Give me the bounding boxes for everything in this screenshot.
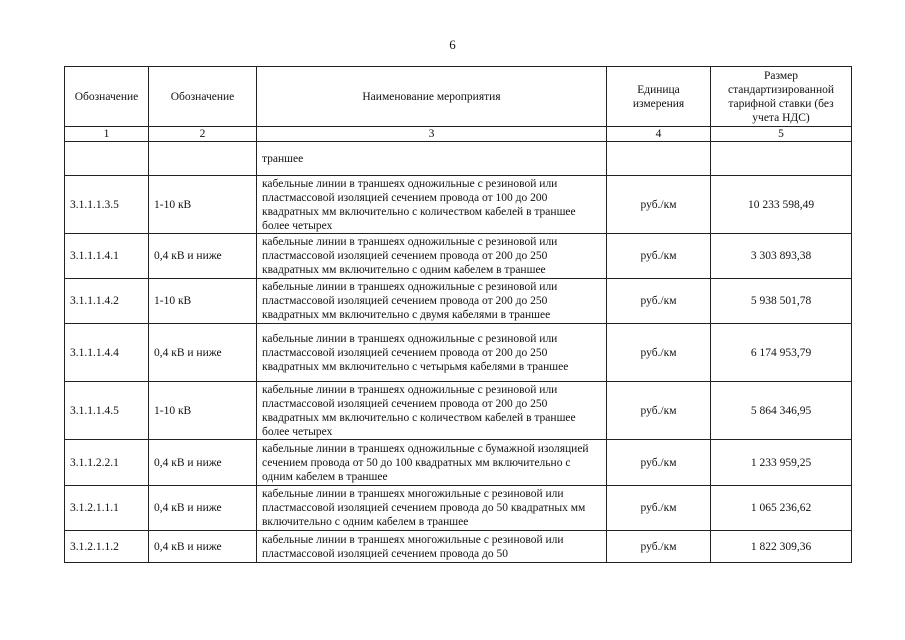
row-voltage: 0,4 кВ и ниже bbox=[149, 440, 257, 486]
row-rate: 6 174 953,79 bbox=[711, 324, 852, 382]
row-code: 3.1.1.1.4.2 bbox=[65, 279, 149, 324]
row-voltage: 1-10 кВ bbox=[149, 176, 257, 234]
row-unit: руб./км bbox=[607, 234, 711, 279]
header-activity-name: Наименование мероприятия bbox=[257, 67, 607, 127]
row-activity-name: кабельные линии в траншеях одножильные с резиновой или пластмассовой изоляцией сечением провода от 200 до 250 квадратных мм включительно с одним кабелем в траншее bbox=[257, 234, 607, 279]
row-unit: руб./км bbox=[607, 531, 711, 563]
column-number: 5 bbox=[711, 127, 852, 142]
table-row bbox=[65, 324, 852, 382]
column-number: 3 bbox=[257, 127, 607, 142]
table-row bbox=[65, 176, 852, 234]
column-number-row bbox=[65, 127, 852, 142]
column-number: 1 bbox=[65, 127, 149, 142]
row-voltage: 0,4 кВ и ниже bbox=[149, 486, 257, 531]
row-voltage: 0,4 кВ и ниже bbox=[149, 234, 257, 279]
row-code: 3.1.2.1.1.1 bbox=[65, 486, 149, 531]
row-code: 3.1.1.1.3.5 bbox=[65, 176, 149, 234]
table-row bbox=[65, 279, 852, 324]
row-activity-name: кабельные линии в траншеях одножильные с резиновой или пластмассовой изоляцией сечением провода от 200 до 250 квадратных мм включительно с двумя кабелями в траншее bbox=[257, 279, 607, 324]
row-rate: 1 822 309,36 bbox=[711, 531, 852, 563]
row-activity-name: кабельные линии в траншеях многожильные с резиновой или пластмассовой изоляцией сечением провода до 50 квадратных мм включительно с одним кабелем в траншее bbox=[257, 486, 607, 531]
tariff-table bbox=[64, 66, 852, 563]
table-row bbox=[65, 382, 852, 440]
row-code bbox=[65, 142, 149, 176]
row-voltage: 1-10 кВ bbox=[149, 382, 257, 440]
row-code: 3.1.1.1.4.4 bbox=[65, 324, 149, 382]
row-activity-name: кабельные линии в траншеях одножильные с резиновой или пластмассовой изоляцией сечением провода от 100 до 200 квадратных мм включительно с количеством кабелей в траншее более четырех bbox=[257, 176, 607, 234]
row-voltage: 1-10 кВ bbox=[149, 279, 257, 324]
row-code: 3.1.1.1.4.5 bbox=[65, 382, 149, 440]
table-row bbox=[65, 234, 852, 279]
column-number: 4 bbox=[607, 127, 711, 142]
row-rate: 1 065 236,62 bbox=[711, 486, 852, 531]
row-activity-name: кабельные линии в траншеях одножильные с бумажной изоляцией сечением провода от 50 до 100 квадратных мм включительно с одним кабелем в траншее bbox=[257, 440, 607, 486]
row-unit: руб./км bbox=[607, 382, 711, 440]
row-rate: 5 938 501,78 bbox=[711, 279, 852, 324]
row-voltage: 0,4 кВ и ниже bbox=[149, 531, 257, 563]
row-code: 3.1.1.1.4.1 bbox=[65, 234, 149, 279]
header-rate: Размер стандартизированной тарифной ставки (без учета НДС) bbox=[711, 67, 852, 127]
table-row bbox=[65, 142, 852, 176]
row-activity-name: кабельные линии в траншеях одножильные с резиновой или пластмассовой изоляцией сечением провода от 200 до 250 квадратных мм включительно с четырьмя кабелями в траншее bbox=[257, 324, 607, 382]
row-unit: руб./км bbox=[607, 486, 711, 531]
row-rate: 5 864 346,95 bbox=[711, 382, 852, 440]
row-unit: руб./км bbox=[607, 324, 711, 382]
row-unit: руб./км bbox=[607, 279, 711, 324]
row-activity-name: кабельные линии в траншеях одножильные с резиновой или пластмассовой изоляцией сечением провода от 200 до 250 квадратных мм включительно с количеством кабелей в траншее более четырех bbox=[257, 382, 607, 440]
row-unit: руб./км bbox=[607, 176, 711, 234]
row-unit bbox=[607, 142, 711, 176]
table-row bbox=[65, 531, 852, 563]
row-voltage: 0,4 кВ и ниже bbox=[149, 324, 257, 382]
row-rate bbox=[711, 142, 852, 176]
page-number: 6 bbox=[449, 37, 456, 52]
row-activity-name: кабельные линии в траншеях многожильные с резиновой или пластмассовой изоляцией сечением провода до 50 bbox=[257, 531, 607, 563]
row-code: 3.1.2.1.1.2 bbox=[65, 531, 149, 563]
row-code: 3.1.1.2.2.1 bbox=[65, 440, 149, 486]
header-row bbox=[65, 67, 852, 127]
row-unit: руб./км bbox=[607, 440, 711, 486]
table-row bbox=[65, 440, 852, 486]
row-rate: 3 303 893,38 bbox=[711, 234, 852, 279]
row-activity-name: траншее bbox=[257, 142, 607, 176]
header-unit: Единица измерения bbox=[607, 67, 711, 127]
header-designation: Обозначение bbox=[65, 67, 149, 127]
row-rate: 10 233 598,49 bbox=[711, 176, 852, 234]
column-number: 2 bbox=[149, 127, 257, 142]
row-voltage bbox=[149, 142, 257, 176]
header-designation-voltage: Обозначение bbox=[149, 67, 257, 127]
table-row bbox=[65, 486, 852, 531]
row-rate: 1 233 959,25 bbox=[711, 440, 852, 486]
